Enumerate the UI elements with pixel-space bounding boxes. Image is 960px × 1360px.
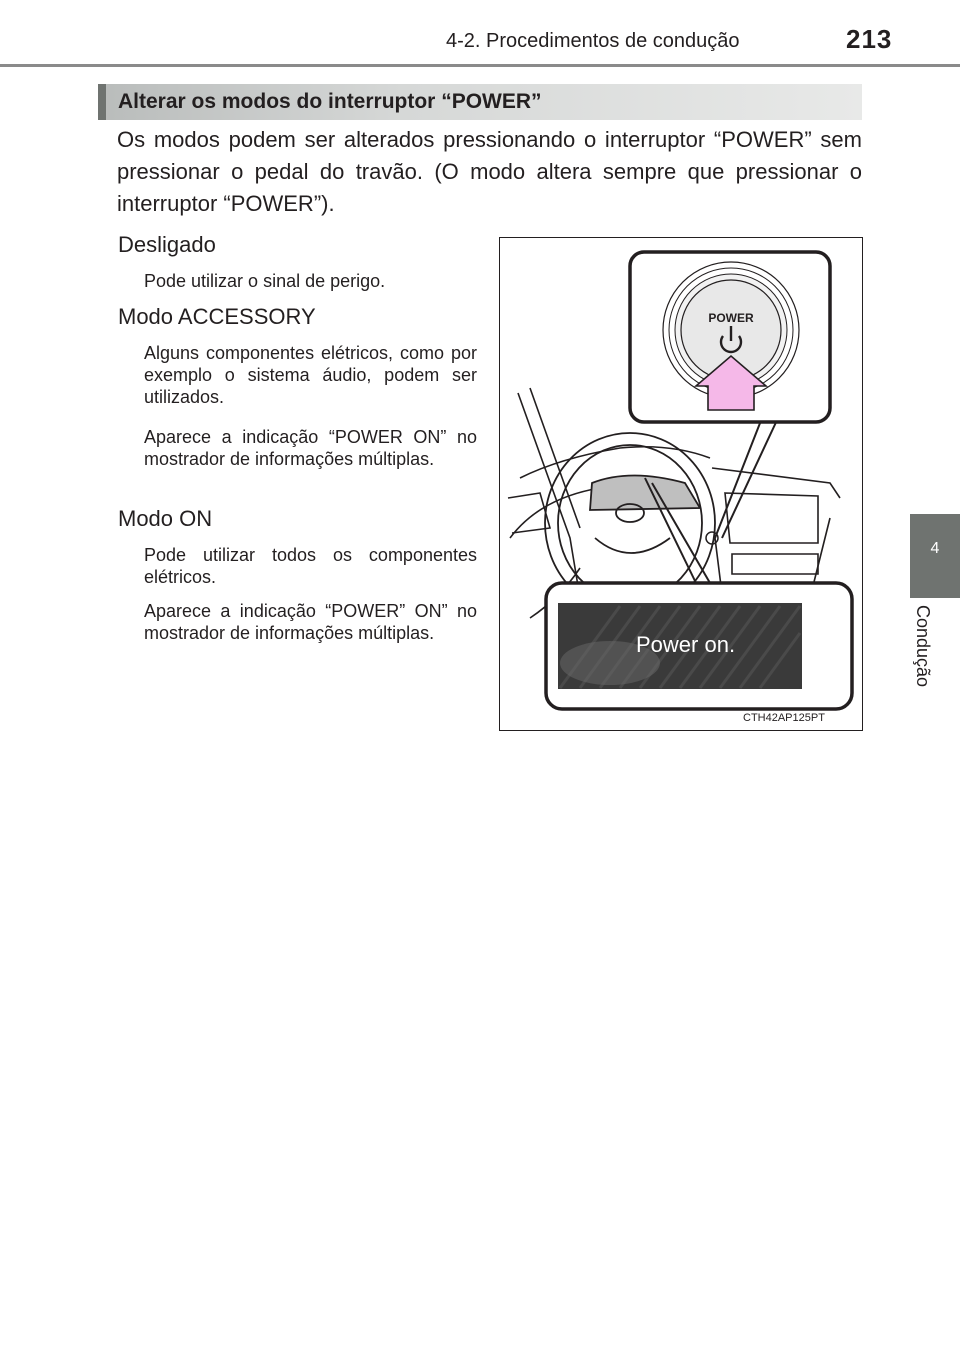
figure-code: CTH42AP125PT	[743, 712, 825, 724]
mode-on-title: Modo ON	[118, 506, 213, 531]
section-title: Alterar os modos do interruptor “POWER”	[118, 90, 542, 113]
chapter-tab-label: Condução	[913, 605, 933, 688]
page-number: 213	[846, 24, 893, 54]
mode-off-desc: Pode utilizar o sinal de perigo.	[144, 271, 386, 291]
mode-accessory-desc-1: Alguns componentes elétricos, como por exemplo o sistema áudio, podem ser utilizados.	[144, 343, 477, 407]
section-heading-accent	[98, 84, 106, 120]
mode-accessory-desc-2: Aparece a indicação “POWER ON” no mostrador de informações múltiplas.	[144, 427, 477, 469]
mode-on-desc-2: Aparece a indicação “POWER” ON” no mostrador de informações múltiplas.	[144, 601, 477, 643]
mode-on-desc-1: Pode utilizar todos os componentes elétricos.	[144, 545, 477, 587]
mode-accessory-title: Modo ACCESSORY	[118, 304, 316, 329]
power-switch-illustration	[499, 237, 863, 731]
display-message: Power on.	[636, 632, 736, 657]
header-section-title: 4-2. Procedimentos de condução	[446, 30, 740, 52]
mode-off-title: Desligado	[118, 232, 216, 257]
power-button-label: POWER	[708, 311, 754, 325]
header-rule	[0, 64, 960, 67]
intro-paragraph: Os modos podem ser alterados pressionando o interruptor “POWER” sem pressionar o pedal do travão. (O modo altera sempre que pressionar o interruptor “POWER”).	[117, 127, 862, 216]
chapter-tab-number: 4	[930, 540, 940, 557]
